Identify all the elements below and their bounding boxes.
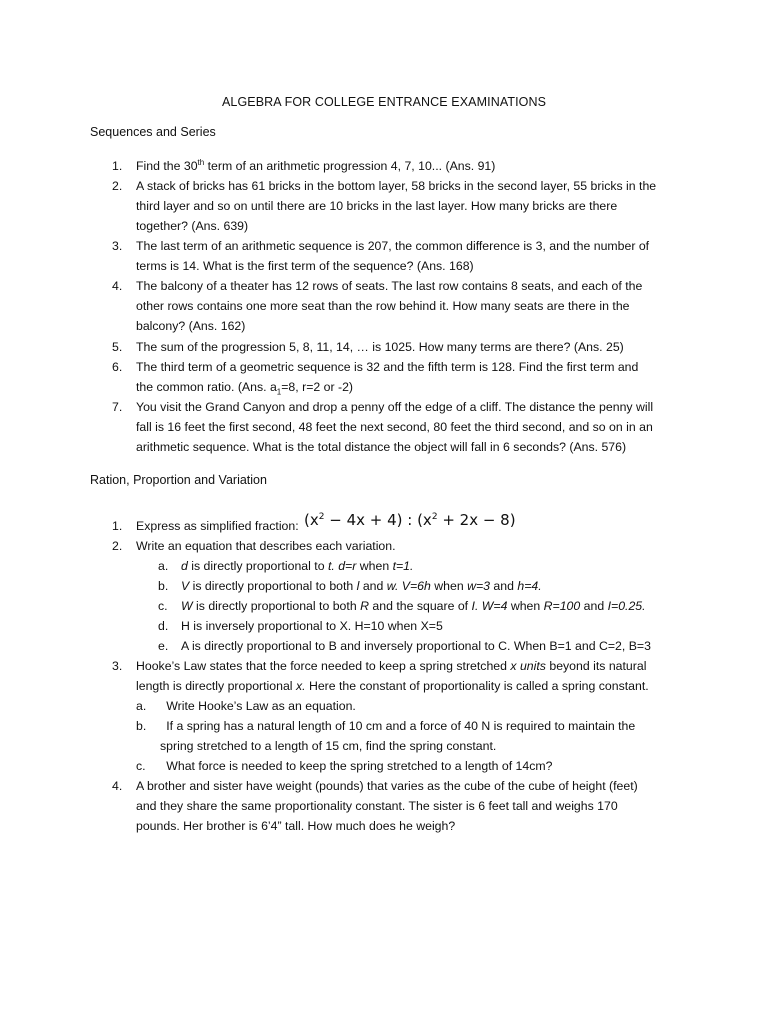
sub-item-text: W is directly proportional to both R and the square of I. W=4 when R=100 and I=0.25. <box>181 599 646 613</box>
list-item-text: Hooke’s Law states that the force needed to keep a spring stretched x units beyond its natural <box>136 659 647 673</box>
sub-item-letter: b. <box>158 579 169 593</box>
sub-item-text: d is directly proportional to t. d=r when t=1. <box>181 559 414 573</box>
item-number: 4. <box>112 279 123 293</box>
item-number: 5. <box>112 340 123 354</box>
sub-item-text: What force is needed to keep the spring stretched to a length of 14cm? <box>156 759 553 773</box>
sub-item-letter: d. <box>158 619 169 633</box>
list-item-line: pounds. Her brother is 6’4” tall. How much does he weigh? <box>136 819 456 833</box>
list-item-text: the common ratio. (Ans. $a_1=8$, r=2 or -2) <box>136 380 354 397</box>
sub-item-text: If a spring has a natural length of 10 cm and a force of 40 N is required to maintain the <box>156 719 636 733</box>
item-number: 1. <box>112 159 123 173</box>
sub-item-text: H is inversely proportional to X. H=10 when X=5 <box>181 619 443 633</box>
list-item-line: Express as simplified fraction: <box>136 519 299 533</box>
math-expression: $(x^2 - 4x + 4)$ : $(x^2 + 2x - 8)$ <box>304 511 516 529</box>
list-item-line: The balcony of a theater has 12 rows of seats. The last row contains 8 seats, and each of the <box>136 279 643 293</box>
sub-item-letter: c. <box>158 599 168 613</box>
sub-item-text: V is directly proportional to both l and w. V=6h when w=3 and h=4. <box>181 579 542 593</box>
list-item-line: terms is 14. What is the first term of the sequence? (Ans. 168) <box>136 259 474 273</box>
document-title: ALGEBRA FOR COLLEGE ENTRANCE EXAMINATIONS <box>221 95 547 109</box>
item-number: 2. <box>112 539 123 553</box>
item-number: 3. <box>112 239 123 253</box>
list-item-line: A stack of bricks has 61 bricks in the bottom layer, 58 bricks in the second layer, 55 bricks in the <box>136 179 657 193</box>
section-heading-ratio: Ration, Proportion and Variation <box>90 473 267 487</box>
list-item-line: and they share the same proportionality constant. The sister is 6 feet tall and weighs 170 <box>136 799 618 813</box>
list-item-line: You visit the Grand Canyon and drop a penny off the edge of a cliff. The distance the penny will <box>136 400 654 414</box>
item-number: 6. <box>112 360 123 374</box>
item-number: 3. <box>112 659 123 673</box>
sub-item-letter: c. <box>136 759 146 773</box>
sub-item-text: spring stretched to a length of 15 cm, find the spring constant. <box>160 739 497 753</box>
sub-item-text: A is directly proportional to B and inversely proportional to C. When B=1 and C=2, B=3 <box>181 639 651 653</box>
sub-item-letter: e. <box>158 639 169 653</box>
item-number: 4. <box>112 779 123 793</box>
list-item-line: balcony? (Ans. 162) <box>136 319 246 333</box>
item-number: 7. <box>112 400 123 414</box>
list-item-line: third layer and so on until there are 10 bricks in the last layer. How many bricks are there <box>136 199 618 213</box>
sub-item-letter: a. <box>136 699 147 713</box>
item-number: 2. <box>112 179 123 193</box>
sub-item-letter: b. <box>136 719 147 733</box>
list-item-line: The last term of an arithmetic sequence is 207, the common difference is 3, and the number of <box>136 239 650 253</box>
list-item-line: arithmetic sequence. What is the total distance the object will fall in 6 seconds? (Ans. 576) <box>136 440 627 454</box>
list-item-text: Find the 30th term of an arithmetic progression 4, 7, 10... (Ans. 91) <box>136 157 496 173</box>
list-item-text: length is directly proportional x. Here the constant of proportionality is called a spring constant. <box>136 679 649 693</box>
list-item-line: other rows contains one more seat than the row behind it. How many seats are there in the <box>136 299 630 313</box>
list-item-line: fall is 16 feet the first second, 48 feet the next second, 80 feet the third second, and so on in an <box>136 420 653 434</box>
section-heading-sequences: Sequences and Series <box>90 125 216 139</box>
list-item-line: The third term of a geometric sequence is 32 and the fifth term is 128. Find the first term and <box>136 360 639 374</box>
sub-item-text: Write Hooke’s Law as an equation. <box>156 699 356 713</box>
sub-item-letter: a. <box>158 559 169 573</box>
item-number: 1. <box>112 519 123 533</box>
list-item-line: The sum of the progression 5, 8, 11, 14, … is 1025. How many terms are there? (Ans. 25) <box>136 340 624 354</box>
list-item-line: together? (Ans. 639) <box>136 219 249 233</box>
list-item-line: A brother and sister have weight (pounds) that varies as the cube of the cube of height (feet) <box>136 779 638 793</box>
list-item-line: Write an equation that describes each variation. <box>136 539 396 553</box>
